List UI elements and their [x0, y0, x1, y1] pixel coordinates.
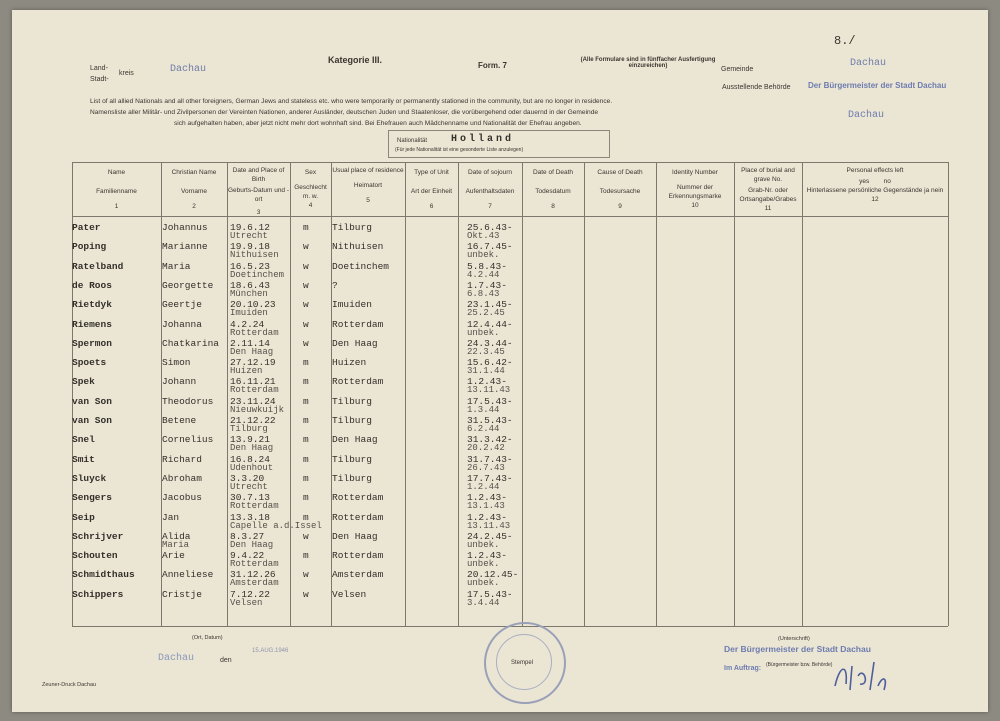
form-page	[12, 10, 988, 712]
cell-first: Anneliese	[162, 569, 214, 581]
cell-sojourn: 17.5.43-	[467, 395, 513, 407]
col-divider	[948, 162, 949, 626]
cell-first: Simon	[162, 357, 191, 369]
cell-sex: w	[303, 588, 309, 600]
col-header-9: Cause of Death Todesursache 9	[597, 169, 643, 210]
cell-birth-place: Capelle a.d.Issel	[230, 520, 322, 531]
cell-residence: Den Haag	[332, 337, 378, 349]
cell-first: Jacobus	[162, 492, 202, 504]
cell-sojourn2: 22.3.45	[467, 346, 505, 357]
form-number: Form. 7	[478, 61, 507, 70]
cell-sojourn2: 26.7.43	[467, 462, 505, 473]
cell-sex: m	[303, 357, 309, 369]
cell-first: Johannus	[162, 222, 208, 233]
col-header-2: Christian Name Vorname 2	[171, 169, 217, 210]
cell-sojourn2: 1.2.44	[467, 481, 500, 492]
cell-sex: m	[303, 376, 309, 388]
cell-sojourn2: 6.8.43	[467, 288, 500, 299]
cell-residence: Tilburg	[332, 453, 372, 465]
printer-note: Zeuner-Druck Dachau	[42, 682, 97, 688]
cell-sojourn: 31.7.43-	[467, 453, 513, 465]
nationality-label: Nationalität	[397, 138, 428, 144]
cell-birth-place: Utrecht	[230, 231, 268, 241]
cell-birth: 23.11.24	[230, 395, 276, 407]
cell-birth-place: Rotterdam	[230, 327, 279, 338]
col-header-10: Identity Number Nummer der Erkennungsmarke 10	[668, 169, 722, 209]
ort-label: (Ort, Datum)	[192, 635, 223, 641]
cell-sojourn: 23.1.45-	[467, 299, 513, 311]
cell-first: Maria	[162, 260, 191, 272]
cell-sojourn2: unbek.	[467, 327, 500, 338]
cell-sojourn2: unbek.	[467, 578, 500, 589]
stadt-label: Stadt-	[90, 76, 109, 83]
cell-sojourn2: 6.2.44	[467, 424, 500, 434]
cell-residence: ?	[332, 279, 338, 291]
col-header-6: Type of Unit Art der Einheit 6	[410, 169, 453, 210]
cell-birth: 31.12.26	[230, 569, 276, 581]
cell-residence: Den Haag	[332, 530, 378, 542]
cell-sojourn2: 1.3.44	[467, 404, 500, 415]
intro-line-de2: sich aufgehalten haben, aber jetzt nicht mehr dort wohnhaft sind. Bei Ehefrauen auch Mädchenname und Nationalität der Ehefrau angeben.	[174, 120, 582, 127]
col-divider	[458, 162, 459, 626]
cell-name: Schouten	[72, 550, 118, 562]
cell-sex: m	[303, 453, 309, 465]
stempel-label: Stempel	[511, 660, 534, 666]
cell-birth-place: Udenhout	[230, 462, 274, 473]
cell-first: Cristje	[162, 588, 202, 600]
cell-birth-place: Amsterdam	[230, 578, 279, 589]
cell-sojourn: 1.2.43-	[467, 376, 507, 388]
cell-residence: Rotterdam	[332, 511, 384, 523]
cell-residence: Nithuisen	[332, 241, 384, 253]
cell-first: Marianne	[162, 241, 208, 253]
cell-sojourn2: 25.2.45	[467, 308, 505, 319]
col-divider	[802, 162, 803, 626]
cell-sex: w	[303, 569, 309, 581]
col-header-7: Date of sojourn Aufenthaltsdaten 7	[465, 169, 515, 210]
cell-residence: Rotterdam	[332, 318, 384, 330]
kreis-label: kreis	[119, 70, 134, 77]
cell-first: Theodorus	[162, 395, 214, 407]
cell-residence: Velsen	[332, 588, 367, 600]
cell-name: Seip	[72, 511, 95, 523]
cell-sojourn: 31.3.42-	[467, 434, 513, 446]
cell-birth: 18.6.43	[230, 279, 270, 291]
cell-birth: 7.12.22	[230, 588, 270, 600]
cell-sex: w	[303, 318, 309, 330]
cell-first: Johann	[162, 376, 197, 388]
cell-birth: 16.11.21	[230, 376, 276, 388]
behoerde-place: Dachau	[848, 110, 885, 121]
cell-sojourn: 1.7.43-	[467, 279, 507, 291]
cell-birth: 20.10.23	[230, 299, 276, 311]
cell-sex: w	[303, 260, 309, 272]
col-header-12: Personal effects left yes no Hinterlassene persönliche Gegenstände ja nein 12	[806, 167, 944, 203]
cell-first: Alida	[162, 530, 191, 542]
behoerde-stamp: Der Bürgermeister der Stadt Dachau	[808, 81, 947, 90]
cell-sex: w	[303, 299, 309, 311]
cell-name: Spoets	[72, 357, 107, 369]
cell-birth: 19.6.12	[230, 222, 270, 233]
cell-name: Sengers	[72, 492, 112, 504]
intro-line-de1: Namensliste aller Militär- und Zivilpersonen der Vereinten Nationen, anderer Ausländer, deutschen Juden und Staatenloser, die vorübergehend oder dauernd in der Gemeinde	[90, 109, 599, 116]
cell-birth: 21.12.22	[230, 415, 276, 426]
cell-birth-place: Den Haag	[230, 539, 274, 550]
cell-sex: m	[303, 472, 309, 484]
cell-first: Johanna	[162, 318, 202, 330]
signature-stamp: Der Bürgermeister der Stadt Dachau	[724, 644, 871, 654]
col-header-4: Sex Geschlecht m. w. 4	[294, 169, 327, 209]
cell-sex: w	[303, 530, 309, 542]
ort-value: Dachau	[158, 653, 195, 664]
behoerde-label: Ausstellende Behörde	[722, 84, 791, 91]
cell-sex: w	[303, 337, 309, 349]
formulare-note: (Alle Formulare sind in fünffacher Ausfertigung einzureichen)	[580, 57, 716, 69]
cell-birth: 16.5.23	[230, 260, 270, 272]
kreis-value: Dachau	[170, 64, 207, 75]
cell-sex: m	[303, 511, 309, 523]
cell-birth: 3.3.20	[230, 472, 265, 484]
cell-sojourn: 17.7.43-	[467, 472, 513, 484]
cell-first: Abroham	[162, 472, 202, 484]
cell-first: Betene	[162, 415, 197, 426]
date-stamp: 15.AUG.1946	[252, 648, 289, 654]
cell-sex: w	[303, 241, 309, 253]
cell-residence: Tilburg	[332, 222, 372, 233]
cell-birth: 9.4.22	[230, 550, 265, 562]
cell-residence: Imuiden	[332, 299, 372, 311]
cell-sojourn: 24.2.45-	[467, 530, 513, 542]
table-top-border	[72, 162, 948, 163]
col-header-5: Usual place of residence Heimatort 5	[332, 167, 404, 204]
col-header-11: Place of burial and grave No. Grab-Nr. oder Ortsangabe/Grabes 11	[739, 167, 797, 212]
col-header-8: Date of Death Todesdatum 8	[532, 169, 574, 210]
table-header-border	[72, 216, 948, 217]
cell-sojourn: 15.6.42-	[467, 357, 513, 369]
cell-name: Rietdyk	[72, 299, 112, 311]
cell-sojourn2: 13.11.43	[467, 385, 511, 396]
cell-name: Smit	[72, 453, 95, 465]
cell-name: Poping	[72, 241, 107, 253]
cell-first: Geertje	[162, 299, 202, 311]
cell-sojourn: 31.5.43-	[467, 415, 513, 426]
cell-birth-place: Rotterdam	[230, 385, 279, 396]
cell-birth: 30.7.13	[230, 492, 270, 504]
den-label: den	[220, 657, 232, 664]
cell-birth-place: Huizen	[230, 366, 263, 377]
cell-birth-place: Nithuisen	[230, 250, 279, 261]
cell-sojourn: 5.8.43-	[467, 260, 507, 272]
cell-first: Cornelius	[162, 434, 214, 446]
signature-label: (Unterschrift)	[778, 636, 810, 642]
cell-sojourn2: unbek.	[467, 250, 500, 261]
cell-name: Sluyck	[72, 472, 107, 484]
cell-birth-place: Den Haag	[230, 346, 274, 357]
handwritten-signature	[830, 656, 900, 696]
cell-residence: Rotterdam	[332, 492, 384, 504]
col-divider	[734, 162, 735, 626]
cell-sojourn: 1.2.43-	[467, 492, 507, 504]
cell-sojourn: 17.5.43-	[467, 588, 513, 600]
cell-name: de Roos	[72, 279, 112, 291]
nationality-box	[388, 130, 610, 158]
cell-birth: 16.8.24	[230, 453, 270, 465]
cell-birth: 2.11.14	[230, 337, 270, 349]
cell-sojourn: 12.4.44-	[467, 318, 513, 330]
cell-sex: m	[303, 415, 309, 426]
cell-birth-place: Rotterdam	[230, 501, 279, 512]
cell-sojourn2: 3.4.44	[467, 597, 500, 608]
cell-sojourn2: 20.2.42	[467, 443, 505, 454]
cell-sojourn2: Okt.43	[467, 231, 500, 241]
page-number: 8./	[834, 34, 856, 48]
cell-sex: m	[303, 395, 309, 407]
col-divider	[584, 162, 585, 626]
cell-first: Jan	[162, 511, 180, 523]
intro-line-en: List of all allied Nationals and all other foreigners, German Jews and stateless etc. who were temporarily or permanently stationed in the community, but are no longer in residence.	[90, 98, 613, 105]
cell-birth-place: Velsen	[230, 597, 263, 608]
cell-residence: Den Haag	[332, 434, 378, 446]
col-header-1: Name Familienname 1	[96, 169, 137, 210]
cell-residence: Rotterdam	[332, 550, 384, 562]
nationality-value: Holland	[451, 134, 515, 145]
cell-residence: Doetinchem	[332, 260, 390, 272]
cell-sex: m	[303, 222, 309, 233]
cell-sojourn2: 4.2.44	[467, 269, 500, 280]
nationality-note: (Für jede Nationalität ist eine gesonderte Liste anzulegen)	[395, 147, 524, 153]
cell-sojourn: 24.3.44-	[467, 337, 513, 349]
kategorie-title: Kategorie III.	[328, 55, 383, 65]
land-label: Land-	[90, 65, 108, 72]
cell-first2: Maria	[162, 539, 190, 550]
cell-name: van Son	[72, 395, 112, 407]
cell-residence: Tilburg	[332, 472, 372, 484]
col-divider	[405, 162, 406, 626]
cell-birth-place: Imuiden	[230, 308, 268, 319]
cell-residence: Tilburg	[332, 395, 372, 407]
cell-name: Spermon	[72, 337, 112, 349]
cell-name: Schippers	[72, 588, 124, 600]
cell-first: Arie	[162, 550, 185, 562]
cell-sojourn2: unbek.	[467, 539, 500, 550]
cell-first: Chatkarina	[162, 337, 220, 349]
cell-name: Snel	[72, 434, 95, 446]
cell-sojourn: 16.7.45-	[467, 241, 513, 253]
col-divider	[656, 162, 657, 626]
cell-birth: 8.3.27	[230, 530, 265, 542]
cell-birth: 13.3.18	[230, 511, 270, 523]
gemeinde-value: Dachau	[850, 58, 887, 69]
cell-sojourn2: 13.1.43	[467, 501, 505, 512]
cell-name: Spek	[72, 376, 95, 388]
cell-name: Pater	[72, 222, 101, 233]
cell-sojourn: 1.2.43-	[467, 550, 507, 562]
cell-first: Georgette	[162, 279, 214, 291]
gemeinde-label: Gemeinde	[721, 66, 754, 73]
cell-sojourn2: 31.1.44	[467, 366, 505, 377]
cell-birth-place: München	[230, 288, 268, 299]
cell-sojourn: 20.12.45-	[467, 569, 519, 581]
cell-birth-place: Nieuwkuijk	[230, 404, 285, 415]
cell-birth: 4.2.24	[230, 318, 265, 330]
cell-sojourn2: unbek.	[467, 559, 500, 570]
cell-name: Schrijver	[72, 530, 124, 542]
cell-birth: 19.9.18	[230, 241, 270, 253]
signature-stamp-auftrag: Im Auftrag:	[724, 665, 762, 672]
cell-sojourn: 25.6.43-	[467, 222, 513, 233]
cell-birth-place: Utrecht	[230, 481, 268, 492]
cell-sex: m	[303, 492, 309, 504]
col-divider	[522, 162, 523, 626]
cell-name: Schmidthaus	[72, 569, 135, 581]
cell-name: Ratelband	[72, 260, 124, 272]
cell-residence: Rotterdam	[332, 376, 384, 388]
col-divider	[227, 162, 228, 626]
cell-birth-place: Tilburg	[230, 424, 268, 434]
cell-birth: 13.9.21	[230, 434, 270, 446]
cell-name: Riemens	[72, 318, 112, 330]
cell-sex: m	[303, 550, 309, 562]
cell-name: van Son	[72, 415, 112, 426]
cell-birth-place: Den Haag	[230, 443, 274, 454]
cell-first: Richard	[162, 453, 202, 465]
cell-sex: m	[303, 434, 309, 446]
cell-residence: Huizen	[332, 357, 367, 369]
cell-sojourn2: 13.11.43	[467, 520, 511, 531]
col-header-3: Date and Place of Birth Geburts-Datum und -ort 3	[227, 167, 290, 216]
cell-birth-place: Doetinchem	[230, 269, 285, 280]
cell-residence: Tilburg	[332, 415, 372, 426]
col-divider	[290, 162, 291, 626]
cell-residence: Amsterdam	[332, 569, 384, 581]
cell-birth: 27.12.19	[230, 357, 276, 369]
cell-sex: w	[303, 279, 309, 291]
signature-note: (Bürgermeister bzw. Behörde)	[766, 662, 833, 668]
cell-sojourn: 1.2.43-	[467, 511, 507, 523]
cell-birth-place: Rotterdam	[230, 559, 279, 570]
